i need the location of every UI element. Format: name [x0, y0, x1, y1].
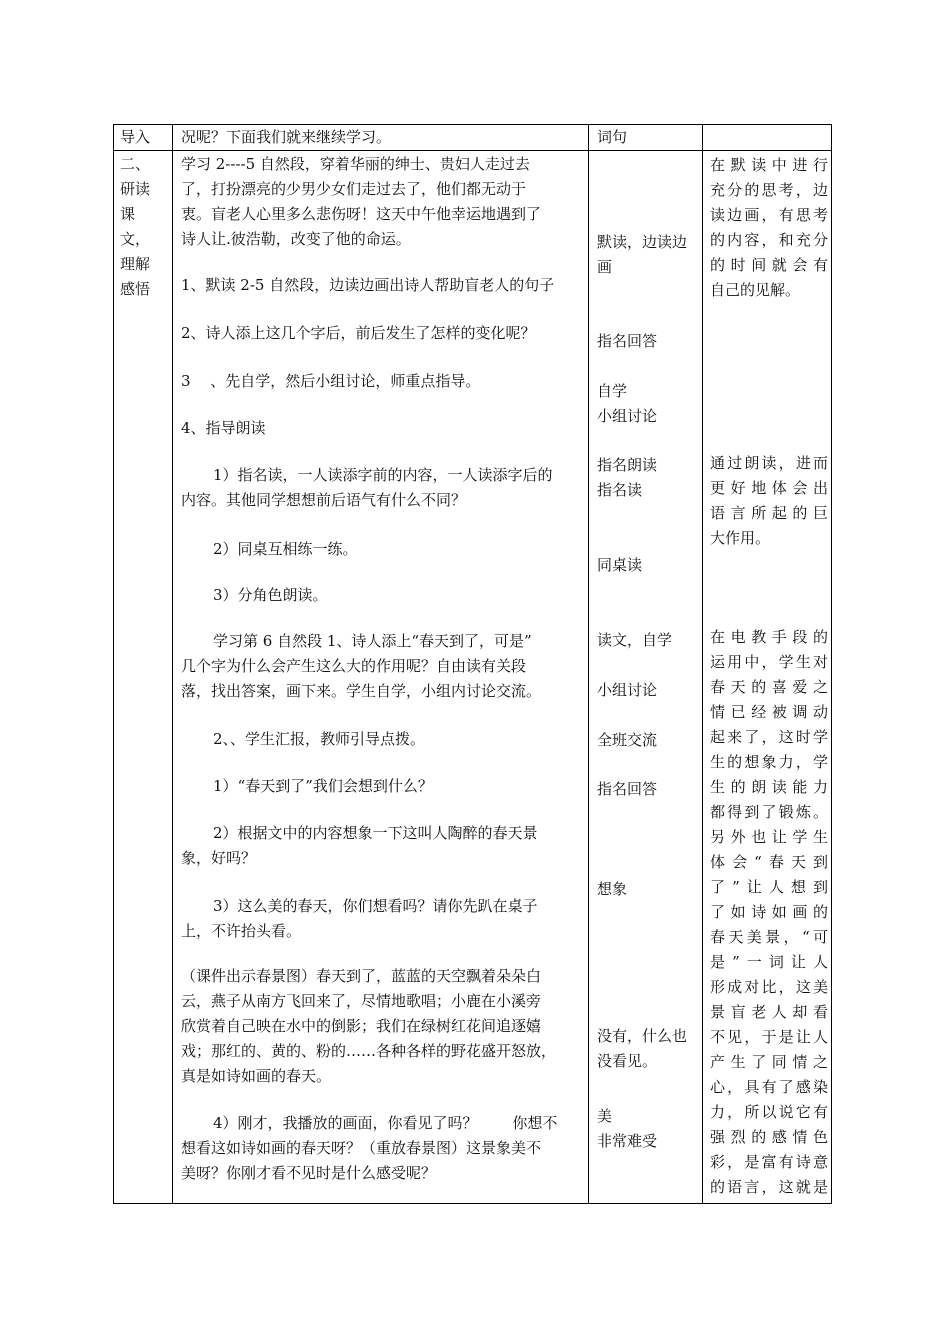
content-p11: 2）根据文中的内容想象一下这叫人陶醉的春天景 象，好吗？ [181, 824, 538, 867]
activity-a12: 美 非常难受 [597, 1107, 658, 1150]
row-divider [114, 150, 831, 151]
note-n2: 通过朗读，进而 更好地体会出 语言所起的巨 大作用。 [710, 454, 828, 547]
activity-a11: 没有，什么也 没看见。 [597, 1027, 688, 1070]
content-p7: 3）分角色朗读。 [213, 586, 328, 604]
column-divider [172, 125, 173, 1203]
activity-a7: 小组讨论 [597, 681, 658, 699]
activity-a4: 指名朗读 指名读 [597, 456, 658, 499]
content-p5: 1）指名读，一人读添字前的内容，一人读添字后的 内容。其他同学想想前后语气有什么不同？ [181, 466, 553, 509]
column-divider [702, 125, 703, 1203]
content-p10: 1）“春天到了”我们会想到什么？ [213, 777, 433, 795]
content-p2: 2、诗人添上这几个字后，前后发生了怎样的变化呢？ [181, 324, 536, 342]
activity-a3: 自学 小组讨论 [597, 382, 658, 425]
content-p9: 2、、学生汇报，教师引导点拨。 [213, 730, 426, 748]
header-col2: 况呢？下面我们就来继续学习。 [181, 128, 392, 146]
header-col1: 导入 [120, 128, 151, 146]
activity-a8: 全班交流 [597, 731, 658, 749]
column-divider [588, 125, 589, 1203]
content-p1: 1、默读 2-5 自然段，边读边画出诗人帮助盲老人的句子 [181, 276, 555, 294]
content-p4: 4、指导朗读 [181, 419, 266, 437]
section-label: 二、 研读 课 文， 理解 感悟 [120, 155, 151, 298]
activity-a10: 想象 [597, 880, 628, 898]
content-p6: 2）同桌互相练一练。 [213, 540, 358, 558]
activity-a6: 读文，自学 [597, 631, 673, 649]
activity-a1: 默读，边读边 画 [597, 233, 688, 276]
content-intro: 学习 2----5 自然段，穿着华丽的绅士、贵妇人走过去 了，打扮漂亮的少男少女们走过去了，他们都无动于 衷。盲老人心里多么悲伤呀！这天中午他幸运地遇到了 诗人让.彼浩勒，改变了他的命运。 [181, 155, 542, 248]
content-p8: 学习第 6 自然段 1、诗人添上“春天到了，可是” 几个字为什么会产生这么大的作用呢？自由读有关段 落，找出答案，画下来。学生自学，小组内讨论交流。 [181, 632, 542, 700]
content-p13: （课件出示春景图）春天到了，蓝蓝的天空飘着朵朵白 云，燕子从南方飞回来了，尽情地歌唱；小鹿在小溪旁 欣赏着自己映在水中的倒影；我们在绿树红花间追逐嬉 戏；那红的、黄的、粉的……各种各样的野花盛开怒放， 真是如诗如画的春天。 [181, 967, 557, 1085]
activity-a5: 同桌读 [597, 556, 643, 574]
note-n1: 在默读中进行 充分的思考，边 读边画，有思考 的内容，和充分 的时间就会有 自己的见解。 [710, 156, 828, 299]
content-p12: 3）这么美的春天，你们想看吗？请你先趴在桌子 上，不许抬头看。 [181, 897, 538, 940]
header-col3: 词句 [597, 128, 628, 146]
activity-a2: 指名回答 [597, 332, 658, 350]
note-n3: 在电教手段的 运用中，学生对 春天的喜爱之 情已经被调动 起来了，这时学 生的想象力，学 生的朗读能力 都得到了锻炼。 另外也让学生 体会“春天到 了”让人想到 了如诗如画的 春天美景，“可 是”一词让人 形成对比，这美 景盲老人却看 不见，于是让人 产生了同情之 心，具有了感染 力，所以说它有 强烈的感情色 彩，是富有诗意 的语言，这就是 [710, 628, 828, 1196]
content-p3: 3 、先自学，然后小组讨论，师重点指导。 [181, 372, 481, 390]
content-p14: 4）刚才，我播放的画面，你看见了吗？ 你想不 想看这如诗如画的春天呀？（重放春景图）这景象美不 美呀？你刚才看不见时是什么感受呢？ [181, 1114, 558, 1182]
activity-a9: 指名回答 [597, 780, 658, 798]
